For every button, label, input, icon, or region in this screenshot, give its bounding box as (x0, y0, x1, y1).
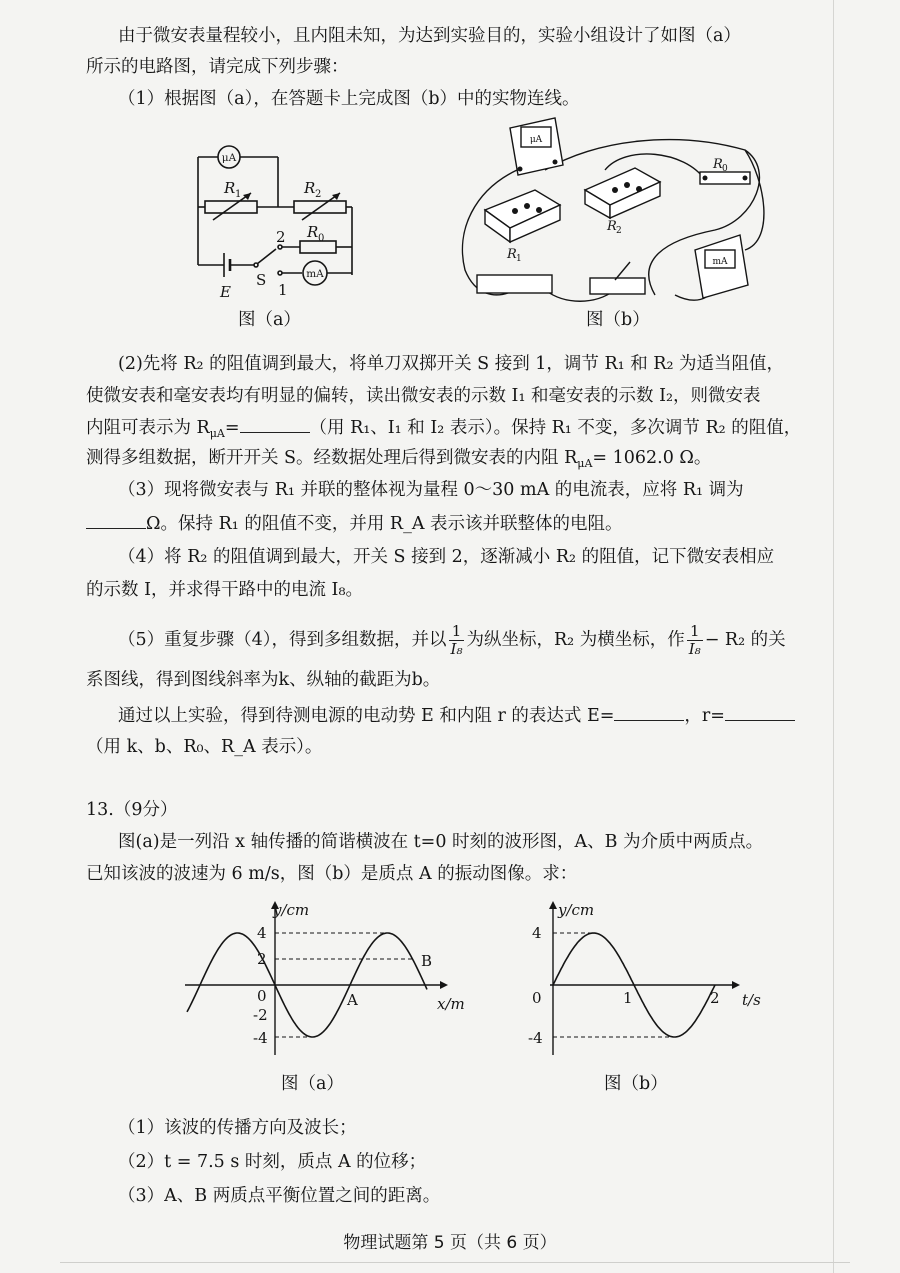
intro-line-2: 所示的电路图，请完成下列步骤： (86, 57, 349, 77)
step2-l4a: 测得多组数据，断开开关 S。经数据处理后得到微安表的内阻 R (86, 448, 578, 468)
wave-b-tick-neg4: -4 (528, 1029, 543, 1047)
step4-line-1: （4）将 R₂ 的阻值调到最大，开关 S 接到 2，逐渐减小 R₂ 的阻值，记下微安表相应 (118, 547, 775, 567)
step2-l4-sub: μA (577, 457, 593, 470)
step2-l3b: = (224, 418, 240, 438)
point-A-label: A (347, 991, 358, 1009)
step5-line-1 (118, 620, 786, 660)
R2-label: R (304, 179, 316, 197)
wave-b-tick-t2: 2 (710, 989, 720, 1007)
q13-sub-2: （2）t = 7.5 s 时刻，质点 A 的位移； (118, 1152, 427, 1172)
answer-blank-E[interactable] (614, 702, 684, 721)
R1-sub: 1 (235, 189, 242, 200)
step3-line-1: （3）现将微安表与 R₁ 并联的整体视为量程 0～30 mA 的电流表，应将 R₁ 调为 (118, 480, 744, 500)
R0-label: R (307, 223, 319, 241)
conclusion-l1b: ，r= (684, 706, 725, 726)
fig-b-caption: 图（b） (586, 310, 650, 330)
step3-line-2 (86, 510, 623, 536)
wave-b-tick-t1: 1 (623, 989, 633, 1007)
wiring-diagram-b (455, 110, 775, 310)
fraction-1-over-Ig (449, 623, 465, 658)
step5-line-2: 系图线，得到图线斜率为k、纵轴的截距为b。 (86, 670, 441, 690)
wave-a-tick-neg4: -4 (253, 1029, 268, 1047)
b-R0-label: R (713, 157, 723, 172)
R2-sub: 2 (315, 189, 322, 200)
step1-text: （1）根据图（a），在答题卡上完成图（b）中的实物连线。 (118, 89, 580, 109)
wave-graph-b (520, 895, 780, 1065)
wave-a-tick-4: 4 (257, 924, 267, 942)
b-R2-sub: 2 (616, 226, 622, 236)
b-R1-label: R (507, 247, 517, 262)
frac-num: 1 (449, 623, 465, 641)
switch-pos-1: 1 (278, 281, 288, 299)
step2-l4b: = 1062.0 Ω。 (592, 448, 712, 468)
step4-line-2: 的示数 I，并求得干路中的电流 I₈。 (86, 580, 363, 600)
mA-label: mA (306, 268, 324, 280)
circuit-diagram-a (180, 135, 370, 335)
emf-label: E (220, 283, 231, 301)
step2-line-4 (86, 446, 711, 476)
step2-line-1: (2)先将 R₂ 的阻值调到最大，将单刀双掷开关 S 接到 1，调节 R₁ 和 R₂ 为适当阻值， (118, 354, 785, 374)
wave-b-tick-0: 0 (532, 989, 542, 1007)
conclusion-line-2: （用 k、b、R₀、R_A 表示）。 (86, 737, 323, 757)
conclusion-l1a: 通过以上实验，得到待测电源的电动势 E 和内阻 r 的表达式 E= (118, 706, 615, 726)
answer-blank-r[interactable] (725, 702, 795, 721)
q13-sub-1: （1）该波的传播方向及波长； (118, 1118, 357, 1138)
bottom-rule (60, 1262, 850, 1263)
b-R0-sub: 0 (722, 164, 728, 174)
step2-l3-sub: μA (209, 427, 225, 440)
answer-blank-R1[interactable] (86, 510, 146, 529)
wave-a-tick-2: 2 (257, 950, 267, 968)
fig-a-caption: 图（a） (238, 310, 301, 330)
wave-a-xlabel: x/m (437, 995, 465, 1013)
b-R1-sub: 1 (516, 254, 522, 264)
uA-label: μA (221, 152, 237, 164)
R1-label: R (224, 179, 236, 197)
wave-b-xlabel: t/s (742, 991, 761, 1009)
step5-a: （5）重复步骤（4），得到多组数据，并以 (118, 630, 447, 650)
wave-graph-a (175, 895, 485, 1065)
fraction-1-over-Ig-2 (687, 623, 703, 658)
switch-pos-2: 2 (276, 228, 286, 246)
switch-label: S (256, 271, 267, 289)
answer-blank-RuA[interactable] (240, 414, 310, 433)
frac2-den: I₈ (688, 640, 701, 658)
wave-b-tick-4: 4 (532, 924, 542, 942)
b-mA-label: mA (712, 257, 728, 267)
wave-a-ylabel: y/cm (273, 901, 310, 919)
page-footer: 物理试题第 5 页（共 6 页） (343, 1233, 557, 1253)
wave-b-caption: 图（b） (604, 1074, 668, 1094)
wave-a-tick-0: 0 (257, 987, 267, 1005)
q13-sub-3: （3）A、B 两质点平衡位置之间的距离。 (118, 1186, 441, 1206)
R0-sub: 0 (318, 233, 325, 244)
step2-l3a: 内阻可表示为 R (86, 418, 210, 438)
step2-line-2: 使微安表和毫安表均有明显的偏转，读出微安表的示数 I₁ 和毫安表的示数 I₂，则微安表 (86, 386, 761, 406)
point-B-label: B (421, 952, 433, 970)
frac-den: I₈ (450, 640, 463, 658)
frac2-num: 1 (687, 623, 703, 641)
q13-title: 13.（9分） (86, 800, 178, 820)
wave-a-caption: 图（a） (281, 1074, 344, 1094)
conclusion-line-1 (118, 702, 795, 728)
wave-a-tick-neg2: -2 (253, 1006, 268, 1024)
wave-b-ylabel: y/cm (558, 901, 595, 919)
page-edge (833, 0, 834, 1273)
step5-c: − R₂ 的关 (704, 630, 786, 650)
step3-l2: Ω。保持 R₁ 的阻值不变，并用 R_A 表示该并联整体的电阻。 (146, 514, 623, 534)
step5-b: 为纵坐标，R₂ 为横坐标，作 (466, 630, 685, 650)
step2-l3c: （用 R₁、I₁ 和 I₂ 表示）。保持 R₁ 不变，多次调节 R₂ 的阻值， (309, 418, 802, 438)
intro-line-1: 由于微安表量程较小，且内阻未知，为达到实验目的，实验小组设计了如图（a） (118, 26, 741, 46)
q13-line-2: 已知该波的波速为 6 m/s，图（b）是质点 A 的振动图像。求： (86, 864, 578, 884)
q13-line-1: 图(a)是一列沿 x 轴传播的简谐横波在 t=0 时刻的波形图，A、B 为介质中两质点。 (118, 832, 764, 852)
b-R2-label: R (607, 219, 617, 234)
b-uA-label: μA (529, 135, 543, 145)
step2-line-3 (86, 414, 801, 446)
